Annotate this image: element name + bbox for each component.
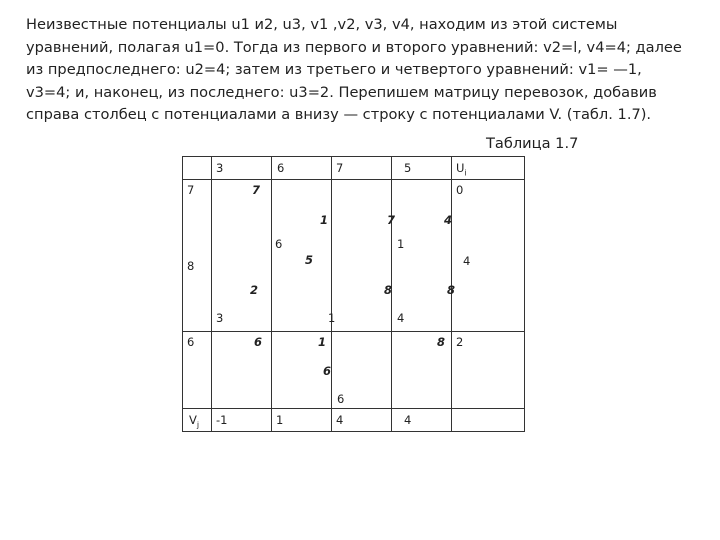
cell-r1-c1: 7 (212, 180, 272, 332)
paragraph-line: Неизвестные потенциалы u1 и2, u3, v1 ,v2, v3, v4, находим из этой системы (26, 16, 618, 33)
footer-cell: 4 (392, 409, 452, 432)
paragraph-line: уравнений, полагая u1=0. Тогда из первого и второго уравнений: v2=l, v4=4; далее (26, 38, 682, 56)
supply-cell: 8 6 (183, 332, 212, 409)
v-label-cell (183, 409, 212, 432)
table-header-row (183, 157, 525, 180)
footer-cell: 4 (332, 409, 392, 432)
paragraph-line: из предпоследнего: u2=4; затем из третьего и четвертого уравнений: v1= —1, (26, 61, 642, 78)
cell-r3-c2: 1 6 (272, 332, 332, 409)
cell-r3-c4: 8 (392, 332, 452, 409)
v-label: $V_j$ (189, 413, 200, 430)
footer-cell: -1 (212, 409, 272, 432)
cell-r1-c3: 7 8 1 (332, 180, 392, 332)
table-row-1 (183, 180, 525, 332)
corner-cell (183, 157, 212, 180)
table-caption: Таблица 1.7 (486, 135, 579, 152)
header-cell: 3 (212, 157, 272, 180)
header-cell: 6 (272, 157, 332, 180)
cell-r1-c2: 1 6 5 2 3 (272, 180, 332, 332)
cell-r3-c1: 6 (212, 332, 272, 409)
u-label: $U_i$ (456, 161, 467, 178)
paragraph-line: v3=4; и, наконец, из последнего: u3=2. Перепишем матрицу перевозок, добавив (26, 83, 657, 101)
supply-cell: 7 (183, 180, 212, 332)
potential-u-cell: 0 4 (452, 180, 525, 332)
header-cell: 7 (332, 157, 392, 180)
footer-cell: 1 (272, 409, 332, 432)
body-paragraph (26, 14, 716, 127)
cell-r1-c4: 4 1 8 4 (392, 180, 452, 332)
table-footer-row (183, 409, 525, 432)
transport-table (182, 156, 525, 432)
paragraph-line: справа столбец с потенциалами а внизу — строку с потенциалами V. (табл. 1.7). (26, 106, 652, 123)
header-cell: 5 (392, 157, 452, 180)
cell-r3-c3: 6 (332, 332, 392, 409)
footer-empty-cell (452, 409, 525, 432)
table-row-3 (183, 332, 525, 409)
potential-u-cell: 2 (452, 332, 525, 409)
u-header-cell (452, 157, 525, 180)
